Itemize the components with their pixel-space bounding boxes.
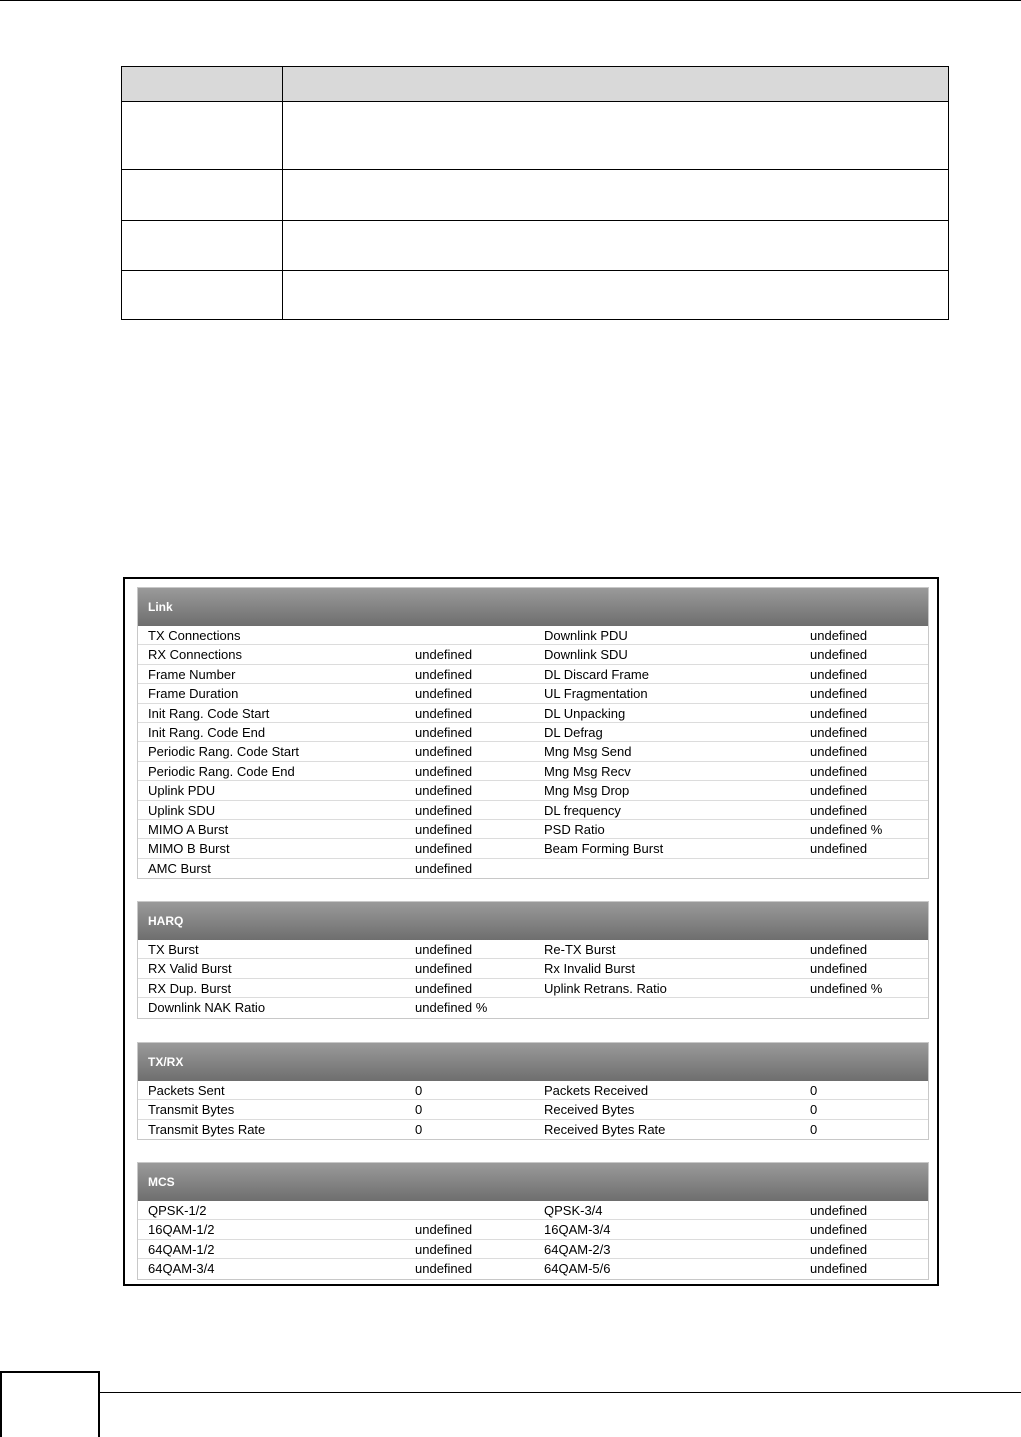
stat-label: DL Defrag xyxy=(544,724,603,740)
page-number-box xyxy=(0,1371,100,1437)
stat-value: 0 xyxy=(810,1083,818,1098)
description-cell xyxy=(283,221,949,271)
stat-label: QPSK-1/2 xyxy=(148,1203,207,1218)
stat-row xyxy=(138,1201,928,1220)
panel-link xyxy=(137,587,929,879)
stat-label: Periodic Rang. Code End xyxy=(148,763,295,779)
description-table xyxy=(121,66,949,320)
description-cell xyxy=(283,271,949,320)
stat-label: Periodic Rang. Code Start xyxy=(148,744,300,760)
stat-value: undefined xyxy=(810,686,868,702)
stat-label: Beam Forming Burst xyxy=(544,841,664,857)
stat-label: RX Valid Burst xyxy=(148,961,232,977)
stat-row xyxy=(138,781,928,800)
stat-label: Downlink SDU xyxy=(544,647,628,663)
stat-row xyxy=(138,820,928,839)
stat-label: 64QAM-2/3 xyxy=(544,1241,611,1257)
panel-body xyxy=(138,1201,928,1279)
stat-row xyxy=(138,859,928,878)
stat-value: undefined xyxy=(810,1222,868,1238)
stat-label: Packets Sent xyxy=(148,1083,225,1098)
header-cell-description xyxy=(283,67,949,102)
stat-value: undefined xyxy=(415,1241,473,1257)
label-cell xyxy=(122,170,283,221)
stat-value: undefined xyxy=(415,980,473,996)
stat-label: Init Rang. Code Start xyxy=(148,705,270,721)
description-row xyxy=(122,102,949,170)
label-cell xyxy=(122,221,283,271)
stat-label: Uplink PDU xyxy=(148,783,216,799)
stat-value: undefined xyxy=(810,942,868,957)
panel-body xyxy=(138,1081,928,1139)
stat-value: undefined xyxy=(415,802,473,818)
stat-label: 64QAM-5/6 xyxy=(544,1261,611,1277)
stat-row xyxy=(138,979,928,998)
stat-value: undefined xyxy=(415,1222,473,1238)
stat-value: undefined xyxy=(415,783,473,799)
stat-value: undefined xyxy=(415,744,473,760)
label-cell xyxy=(122,271,283,320)
stat-label: AMC Burst xyxy=(148,860,211,876)
stat-value: undefined xyxy=(415,860,473,876)
label-cell xyxy=(122,102,283,170)
stat-value: undefined xyxy=(810,1241,868,1257)
stat-row xyxy=(138,1220,928,1239)
stat-label: Mng Msg Send xyxy=(544,744,632,760)
stat-value: 0 xyxy=(415,1121,423,1137)
stat-value: undefined xyxy=(810,628,868,643)
stat-label: Frame Duration xyxy=(148,686,239,702)
stat-value: 0 xyxy=(810,1121,818,1137)
stat-value: undefined xyxy=(810,783,868,799)
stat-row xyxy=(138,998,928,1017)
stat-value: undefined xyxy=(810,763,868,779)
stat-label: 64QAM-1/2 xyxy=(148,1241,215,1257)
panel-title: Link xyxy=(138,588,928,626)
description-cell xyxy=(283,102,949,170)
footer-rule xyxy=(100,1392,1021,1393)
stat-value: undefined xyxy=(810,802,868,818)
stat-value: undefined xyxy=(810,961,868,977)
stat-row xyxy=(138,801,928,820)
stat-label: Received Bytes Rate xyxy=(544,1121,666,1137)
panel-txrx xyxy=(137,1042,929,1140)
stat-label: MIMO A Burst xyxy=(148,821,229,837)
stat-value: undefined % xyxy=(415,1000,488,1016)
stat-row xyxy=(138,742,928,761)
panel-title: TX/RX xyxy=(138,1043,928,1081)
stat-value: undefined xyxy=(415,705,473,721)
stat-row xyxy=(138,959,928,978)
stat-value: undefined % xyxy=(810,821,883,837)
stat-row xyxy=(138,704,928,723)
stat-label: Init Rang. Code End xyxy=(148,724,266,740)
stat-label: Received Bytes xyxy=(544,1102,635,1118)
header-cell-label xyxy=(122,67,283,102)
stat-row xyxy=(138,626,928,645)
panel-body xyxy=(138,626,928,878)
stat-label: Uplink SDU xyxy=(148,802,216,818)
panel-mcs xyxy=(137,1162,929,1280)
description-row xyxy=(122,271,949,320)
stat-label: DL Discard Frame xyxy=(544,666,649,682)
stat-value: 0 xyxy=(415,1083,423,1098)
stat-row xyxy=(138,645,928,664)
stat-row xyxy=(138,839,928,858)
stat-value: 0 xyxy=(415,1102,423,1118)
page-top-rule xyxy=(0,0,1021,1)
stat-label: MIMO B Burst xyxy=(148,841,230,857)
stat-value: undefined xyxy=(810,647,868,663)
stat-value: undefined xyxy=(415,666,473,682)
stat-row xyxy=(138,684,928,703)
stat-label: UL Fragmentation xyxy=(544,686,648,702)
description-table-header xyxy=(122,67,949,102)
description-cell xyxy=(283,170,949,221)
stat-label: Frame Number xyxy=(148,666,236,682)
panel-harq xyxy=(137,901,929,1019)
stat-label: DL Unpacking xyxy=(544,705,626,721)
stat-label: 16QAM-1/2 xyxy=(148,1222,215,1238)
status-screenshot xyxy=(123,577,939,1286)
stat-label: Re-TX Burst xyxy=(544,942,616,957)
stat-value: undefined xyxy=(810,1261,868,1277)
stat-label: RX Connections xyxy=(148,647,242,663)
stat-value: undefined xyxy=(810,841,868,857)
stat-value: undefined xyxy=(810,1203,868,1218)
stat-row xyxy=(138,665,928,684)
stat-row xyxy=(138,1081,928,1100)
stat-label: RX Dup. Burst xyxy=(148,980,232,996)
stat-label: Mng Msg Drop xyxy=(544,783,630,799)
panel-title: MCS xyxy=(138,1163,928,1201)
stat-value: undefined xyxy=(415,724,473,740)
stat-value: undefined xyxy=(810,666,868,682)
stat-row xyxy=(138,723,928,742)
stat-value: undefined % xyxy=(810,980,883,996)
stat-label: Rx Invalid Burst xyxy=(544,961,636,977)
stat-value: undefined xyxy=(415,763,473,779)
stat-label: QPSK-3/4 xyxy=(544,1203,603,1218)
stat-value: undefined xyxy=(415,686,473,702)
stat-value: undefined xyxy=(810,724,868,740)
stat-label: Downlink PDU xyxy=(544,628,628,643)
stat-value: 0 xyxy=(810,1102,818,1118)
stat-row xyxy=(138,1100,928,1119)
panel-body xyxy=(138,940,928,1018)
stat-value: undefined xyxy=(415,961,473,977)
stat-value: undefined xyxy=(415,942,473,957)
stat-label: Packets Received xyxy=(544,1083,649,1098)
stat-label: Mng Msg Recv xyxy=(544,763,631,779)
stat-value: undefined xyxy=(810,744,868,760)
stat-label: Uplink Retrans. Ratio xyxy=(544,980,667,996)
description-row xyxy=(122,170,949,221)
panel-title: HARQ xyxy=(138,902,928,940)
stat-label: Transmit Bytes xyxy=(148,1102,235,1118)
stat-row xyxy=(138,1259,928,1278)
stat-row xyxy=(138,940,928,959)
stat-row xyxy=(138,1120,928,1139)
stat-label: PSD Ratio xyxy=(544,821,605,837)
stat-value: undefined xyxy=(810,705,868,721)
stat-label: DL frequency xyxy=(544,802,621,818)
stat-label: 16QAM-3/4 xyxy=(544,1222,611,1238)
stat-row xyxy=(138,1240,928,1259)
stat-row xyxy=(138,762,928,781)
stat-value: undefined xyxy=(415,1261,473,1277)
stat-label: Transmit Bytes Rate xyxy=(148,1121,266,1137)
stat-label: Downlink NAK Ratio xyxy=(148,1000,266,1016)
description-row xyxy=(122,221,949,271)
stat-value: undefined xyxy=(415,647,473,663)
stat-label: TX Burst xyxy=(148,942,199,957)
stat-label: TX Connections xyxy=(148,628,241,643)
stat-value: undefined xyxy=(415,841,473,857)
stat-value: undefined xyxy=(415,821,473,837)
stat-label: 64QAM-3/4 xyxy=(148,1261,215,1277)
